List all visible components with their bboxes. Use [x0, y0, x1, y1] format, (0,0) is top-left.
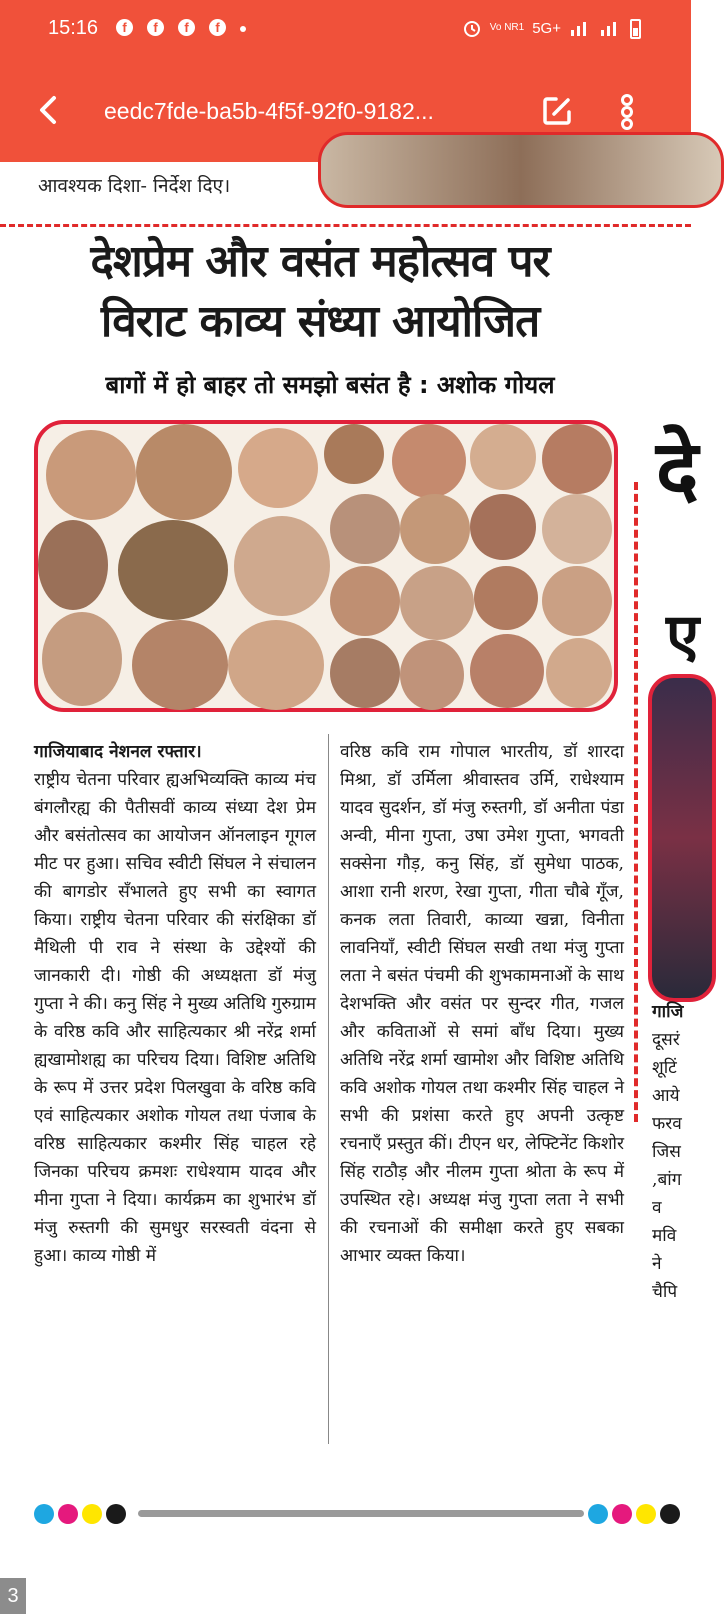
yellow-dot — [82, 1504, 102, 1524]
participant-photo — [400, 566, 474, 640]
facebook-icon: f — [178, 19, 195, 36]
article-subheadline: बागों में हो बाहर तो समझो बसंत है : अशोक गोयल — [105, 371, 555, 399]
participant-photo — [324, 424, 384, 484]
magenta-dot — [58, 1504, 78, 1524]
document-title: eedc7fde-ba5b-4f5f-92f0-9182... — [104, 98, 434, 124]
participant-photo — [132, 620, 228, 710]
cyan-dot — [588, 1504, 608, 1524]
article-column-2: वरिष्ठ कवि राम गोपाल भारतीय, डॉ शारदा मिश्रा, डॉ उर्मिला श्रीवास्तव उर्मि, राधेश्याम यादव सुदर्शन, डॉ मंजु रुस्तगी, डॉ अनीता पंडा अन्वी, मीना गुप्ता, उषा उमेश गुप्ता, भगवती सक्सेना गौड़, कनु सिंह, डॉ सुमेधा पाठक, आशा रानी शरण, रेखा गुप्ता, गीता चौबे गूँज, कनक लता तिवारी, काव्या खन्ना, विनीता लावनियाँ, स्वीटी सिंघल सखी तथा मंजु गुप्ता लता ने बसंत पंचमी की शुभकामनाओं के साथ देशभक्ति और वसंत पर सुन्दर गीत, गजल और कविताओं से समां बाँध दिया। मुख्य अतिथि नरेंद्र शर्मा खामोश और विशिष्ट अतिथि कवि अशोक गोयल तथा कश्मीर सिंह चाहल ने सभी की प्रशंसा करते हुए अपनी उत्कृष्ट रचनाएँ प्रस्तुत कीं। टीएन धर, लेफ्टिनेंट किशोर सिंह राठौड़ और नीलम गुप्ता श्रोता के रूप में उपस्थित रहे। अध्यक्ष मंजु गुप्ता लता ने सभी की रचनाओं की समीक्षा करते हुए सबका आभार व्यक्त किया। — [340, 742, 624, 1266]
participant-photo — [542, 424, 612, 494]
next-article-photo — [648, 674, 716, 1002]
column-divider — [634, 482, 638, 1122]
participant-photo — [42, 612, 122, 706]
article-byline: गाजियाबाद नेशनल रफ्तार। — [34, 742, 202, 762]
sim-label: Vo NR1 — [489, 22, 525, 33]
signal-icon — [569, 20, 591, 36]
participant-photo — [330, 638, 400, 708]
facebook-icon: f — [147, 19, 164, 36]
status-right — [462, 18, 621, 38]
yellow-dot — [636, 1504, 656, 1524]
status-time: 15:16 — [48, 17, 99, 39]
fragment: फरव — [652, 1114, 682, 1134]
edit-icon[interactable] — [540, 94, 574, 128]
participant-photo — [118, 520, 228, 620]
magenta-dot — [612, 1504, 632, 1524]
article-column-1 — [34, 738, 316, 1270]
status-bar — [0, 0, 691, 60]
more-notifications-dot — [240, 26, 246, 32]
participant-photo — [542, 494, 612, 564]
facebook-icon: f — [209, 19, 226, 36]
next-article-fragments — [652, 998, 702, 1306]
fragment: शूटिं — [652, 1058, 677, 1078]
facebook-icon: f — [116, 19, 133, 36]
alarm-icon — [462, 18, 482, 38]
fragment: चैपि — [652, 1282, 678, 1302]
participant-photo — [400, 494, 470, 564]
participant-photo — [470, 424, 536, 490]
article-divider — [0, 224, 691, 227]
print-rule — [138, 1510, 584, 1517]
participant-photo — [46, 430, 136, 520]
participant-photo — [234, 516, 330, 616]
participant-photo — [392, 424, 466, 498]
participant-photo — [330, 494, 400, 564]
fragment: गाजि — [652, 1002, 684, 1022]
page-number-badge: 3 — [0, 1578, 26, 1614]
fragment: ने — [652, 1254, 662, 1274]
participant-photo — [228, 620, 324, 710]
fragment: ,बांग — [652, 1170, 682, 1190]
participant-photo — [238, 428, 318, 508]
participant-photo — [136, 424, 232, 520]
network-label: 5G+ — [532, 19, 561, 37]
participant-photo — [330, 566, 400, 636]
participant-photo — [400, 640, 464, 710]
fragment: दूसरं — [652, 1030, 680, 1050]
next-article-headline-fragment: दे — [656, 423, 699, 516]
previous-article-photo — [318, 132, 724, 208]
black-dot — [106, 1504, 126, 1524]
article-headline — [20, 232, 620, 352]
participant-photo — [542, 566, 612, 636]
headline-line-1: देशप्रेम और वसंत महोत्सव पर — [90, 236, 550, 287]
signal-icon — [599, 20, 621, 36]
participants-photo-collage — [34, 420, 618, 712]
fragment: जिस — [652, 1142, 681, 1162]
next-article-headline-fragment: ए — [666, 601, 700, 671]
column-rule — [328, 734, 329, 1444]
battery-icon — [630, 19, 641, 39]
more-vert-icon[interactable] — [612, 92, 642, 132]
participant-photo — [470, 634, 544, 708]
participant-photo — [474, 566, 538, 630]
fragment: व — [652, 1198, 662, 1218]
participant-photo — [546, 638, 612, 708]
fragment: आये — [652, 1086, 680, 1106]
previous-article-text: आवश्यक दिशा- निर्देश दिए। — [38, 175, 231, 197]
participant-photo — [38, 520, 108, 610]
newspaper-page[interactable] — [0, 162, 700, 1452]
black-dot — [660, 1504, 680, 1524]
back-arrow-icon[interactable] — [30, 90, 70, 130]
fragment: मवि — [652, 1226, 677, 1246]
article-column-1-text: राष्ट्रीय चेतना परिवार ह्यअभिव्यक्ति काव्य मंच बंगलौरह्य की पैतीसवीं काव्य संध्या देश प्रेम और बसंतोत्सव का आयोजन ऑनलाइन गूगल मीट पर हुआ। सचिव स्वीटी सिंघल ने संचालन की बागडोर सँभालते हुए सभी का स्वागत किया। राष्ट्रीय चेतना परिवार की संरक्षिका डॉ मैथिली पी राव ने संस्था के उद्देश्यों की जानकारी दी। गोष्ठी की अध्यक्षता डॉ मंजु गुप्ता ने की। कनु सिंह ने मुख्य अतिथि गुरुग्राम के वरिष्ठ कवि और साहित्यकार श्री नरेंद्र शर्मा ह्यखामोशह्य का परिचय दिया। विशिष्ट अतिथि के रूप में उत्तर प्रदेश पिलखुवा के वरिष्ठ कवि एवं साहित्यकार अशोक गोयल तथा पंजाब के वरिष्ठ साहित्यकार कश्मीर सिंह चाहल रहे जिनका परिचय क्रमशः राधेश्याम यादव और मीना गुप्ता ने दिया। कार्यक्रम का शुभारंभ डॉ मंजु रुस्तगी की सुमधुर सरस्वती वंदना से हुआ। काव्य गोष्ठी में — [34, 770, 316, 1266]
participant-photo — [470, 494, 536, 560]
cyan-dot — [34, 1504, 54, 1524]
headline-line-2: विराट काव्य संध्या आयोजित — [100, 296, 540, 347]
